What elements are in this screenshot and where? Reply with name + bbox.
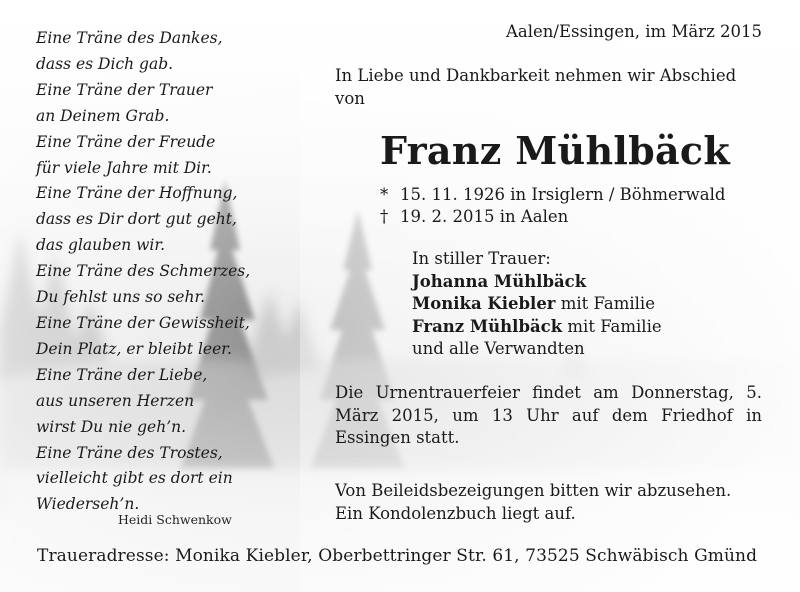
- poem-line: Wiederseh’n.: [36, 495, 140, 514]
- poem-line: Eine Träne der Freude: [36, 132, 216, 151]
- condolence-line1: Von Beileidsbezeigungen bitten wir abzusehen.: [335, 481, 732, 500]
- poem-line: dass es Dich gab.: [36, 54, 174, 73]
- poem-line: Eine Träne des Schmerzes,: [36, 262, 251, 281]
- mourner-1-name: Johanna Mühlbäck: [412, 271, 587, 291]
- poem-line: Du fehlst uns so sehr.: [36, 288, 206, 307]
- poem-line: wirst Du nie geh’n.: [36, 417, 187, 436]
- poem: [36, 26, 296, 518]
- poem-line: für viele Jahre mit Dir.: [36, 158, 212, 177]
- poem-line: dass es Dir dort gut geht,: [36, 210, 237, 229]
- death-row: [380, 206, 725, 228]
- place-date: Aalen/Essingen, im März 2015: [505, 22, 762, 41]
- condolence-note: [335, 480, 731, 525]
- birth-text: 15. 11. 1926 in Irsiglern / Böhmerwald: [400, 185, 726, 204]
- poem-line: Eine Träne der Gewissheit,: [36, 313, 250, 332]
- mourner-1: [412, 271, 662, 294]
- deceased-name: Franz Mühlbäck: [380, 128, 731, 173]
- poem-line: Eine Träne der Trauer: [36, 80, 213, 99]
- mourners-heading: In stiller Trauer:: [412, 249, 551, 268]
- death-text: 19. 2. 2015 in Aalen: [400, 207, 569, 226]
- mourner-2-name: Monika Kiebler: [412, 294, 556, 313]
- birth-row: [380, 184, 725, 206]
- farewell-intro: [335, 64, 775, 110]
- poem-line: vielleicht gibt es dort ein: [36, 469, 233, 488]
- ceremony-text: Die Urnentrauerfeier findet am Donnerstag, 5. März 2015, um 13 Uhr auf dem Friedhof in Essingen statt.: [335, 383, 762, 447]
- mourners-block: [412, 248, 662, 361]
- condolence-line2: Ein Kondolenzbuch liegt auf.: [335, 503, 576, 523]
- poem-line: Dein Platz, er bleibt leer.: [36, 339, 232, 358]
- poem-line: das glauben wir.: [36, 236, 166, 255]
- poem-author: Heidi Schwenkow: [118, 512, 232, 527]
- poem-line: an Deinem Grab.: [36, 106, 170, 125]
- poem-line: aus unseren Herzen: [36, 391, 195, 410]
- mourners-closing: und alle Verwandten: [412, 339, 585, 358]
- poem-line: Eine Träne des Trostes,: [36, 443, 223, 462]
- mourner-3: [412, 316, 662, 339]
- mourner-2-suffix: mit Familie: [555, 294, 655, 313]
- mourner-3-name: Franz Mühlbäck: [412, 316, 563, 336]
- poem-line: Eine Träne der Liebe,: [36, 365, 208, 384]
- mourner-2: [412, 293, 662, 316]
- mourning-address: Traueradresse: Monika Kiebler, Oberbettringer Str. 61, 73525 Schwäbisch Gmünd: [37, 546, 758, 566]
- poem-line: Eine Träne des Dankes,: [36, 29, 223, 47]
- mourner-3-suffix: mit Familie: [562, 316, 662, 336]
- death-cross-icon: †: [380, 207, 389, 226]
- farewell-intro-line1: In Liebe und Dankbarkeit nehmen wir Abschied: [335, 66, 737, 85]
- farewell-intro-line2: von: [335, 89, 365, 108]
- birth-star-icon: *: [380, 185, 389, 204]
- poem-line: Eine Träne der Hoffnung,: [36, 184, 238, 203]
- life-dates: [380, 184, 725, 228]
